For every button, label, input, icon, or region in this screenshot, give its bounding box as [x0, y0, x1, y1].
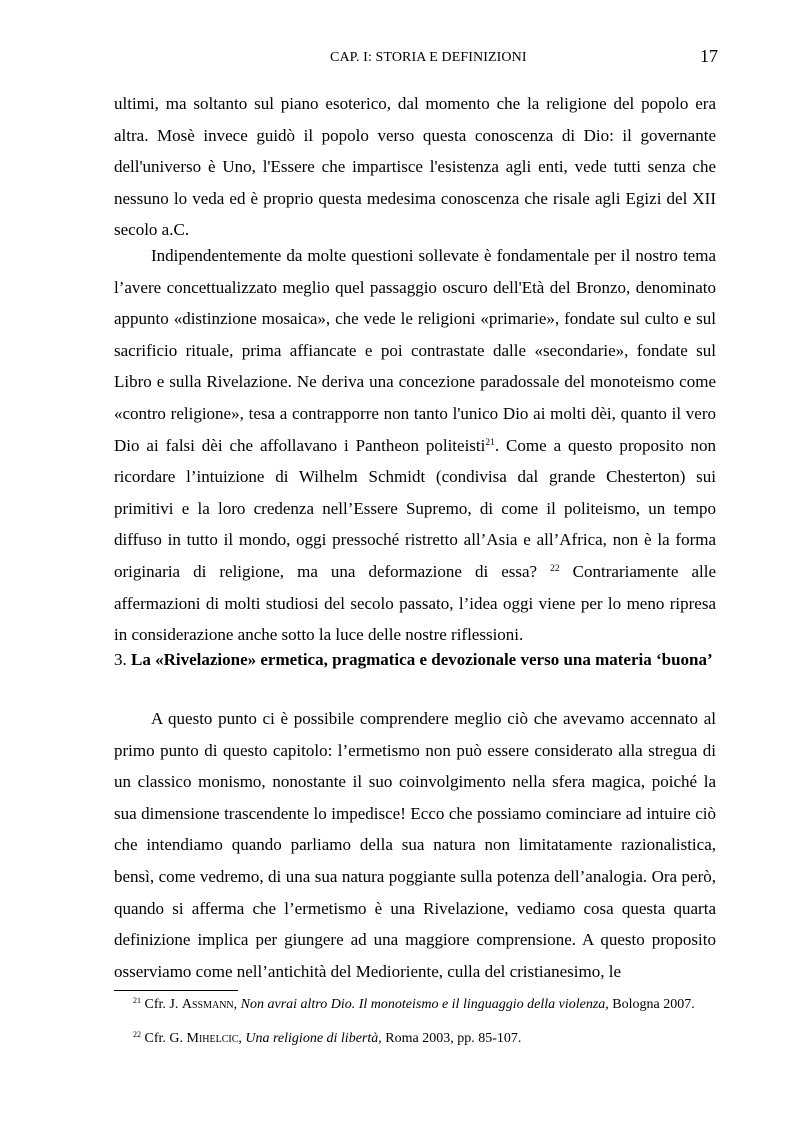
footnote-text: , [238, 1031, 246, 1046]
footnote-separator [114, 990, 238, 991]
paragraph-text: . Come a questo proposito non ricordare l’intuizione di Wilhelm Schmidt (condivisa dal grande Chesterton) sui primitivi e la loro credenza nell’Essere Supremo, di come il politeismo, un tempo diffuso in tutto il mondo, oggi pressoché ristretto all’Asia e all’Africa, non è la forma originaria di religione, ma una deformazione di essa? [114, 435, 716, 581]
footnote-author: Mihelcic [186, 1031, 239, 1046]
footnote-22 [114, 1030, 716, 1047]
footnote-text: , [233, 997, 241, 1012]
paragraph-hermetic-revelation: A questo punto ci è possibile comprendere meglio ciò che avevamo accennato al primo punto di questo capitolo: l’ermetismo non può essere considerato alla stregua di un classico monismo, nonostante il suo coinvolgimento nella sfera magica, poiché la sua dimensione trascendente lo impedisce! Ecco che possiamo cominciare ad intuire ciò che intendiamo quando parliamo della sua natura non limitatamente razionalistica, bensì, come vedremo, di una sua natura poggiante sulla potenza dell’analogia. Ora però, quando si afferma che l’ermetismo è una Rivelazione, vediamo cosa questa quarta definizione implica per giungere ad una maggiore comprensione. A questo proposito osserviamo come nell’antichità del Medioriente, culla del cristianesimo, le [114, 709, 716, 981]
section-number: 3. [114, 650, 127, 669]
footnote-book-title: Non avrai altro Dio. Il monoteismo e il linguaggio della violenza [240, 997, 606, 1012]
paragraph-mosaic-distinction [114, 240, 716, 651]
section-heading [114, 648, 716, 671]
footnote-publication: , Roma 2003, pp. 85-107. [378, 1031, 522, 1046]
footnote-reference-21[interactable]: 21 [485, 437, 495, 448]
page-number: 17 [700, 46, 718, 66]
footnote-publication: , Bologna 2007. [605, 997, 695, 1012]
section-title: La «Rivelazione» ermetica, pragmatica e devozionale verso una materia ‘buona’ [131, 650, 713, 669]
footnote-21 [114, 996, 716, 1013]
footnote-reference-22[interactable]: 22 [550, 563, 560, 574]
paragraph-text: Indipendentemente da molte questioni sollevate è fondamentale per il nostro tema l’avere concettualizzato meglio quel passaggio oscuro dell'Età del Bronzo, denominato appunto «distinzione mosaica», che vede le religioni «primarie», fondate sul culto e sul sacrificio rituale, prima affiancate e poi contrastate dalle «secondarie», fondate sul Libro e sulla Rivelazione. Ne deriva una concezione paradossale del monoteismo come «contro religione», tesa a contrapporre non tanto l'unico Dio ai molti dèi, quanto il vero Dio ai falsi dèi che affollavano i Pantheon politeisti [114, 246, 716, 455]
footnote-text: Cfr. G. [144, 1031, 187, 1046]
running-header-title: CAP. I: STORIA E DEFINIZIONI [330, 50, 527, 65]
footnote-marker: 22 [133, 1030, 141, 1039]
footnote-book-title: Una religione di libertà [245, 1031, 379, 1046]
footnote-marker: 21 [133, 996, 141, 1005]
footnote-text: Cfr. J. [144, 997, 182, 1012]
footnote-author: Assmann [181, 997, 234, 1012]
paragraph-text: Contrariamente alle affermazioni di molti studiosi del secolo passato, l’idea oggi viene per lo meno ripresa in considerazione anche sotto la luce delle nostre riflessioni. [114, 561, 716, 645]
paragraph-continuation: ultimi, ma soltanto sul piano esoterico, dal momento che la religione del popolo era altra. Mosè invece guidò il popolo verso questa conoscenza di Dio: il governante dell'universo è Uno, l'Essere che impartisce l'esistenza agli enti, vede tutti senza che nessuno lo veda ed è proprio questa medesima conoscenza che risale agli Egizi del XII secolo a.C. [114, 94, 716, 240]
